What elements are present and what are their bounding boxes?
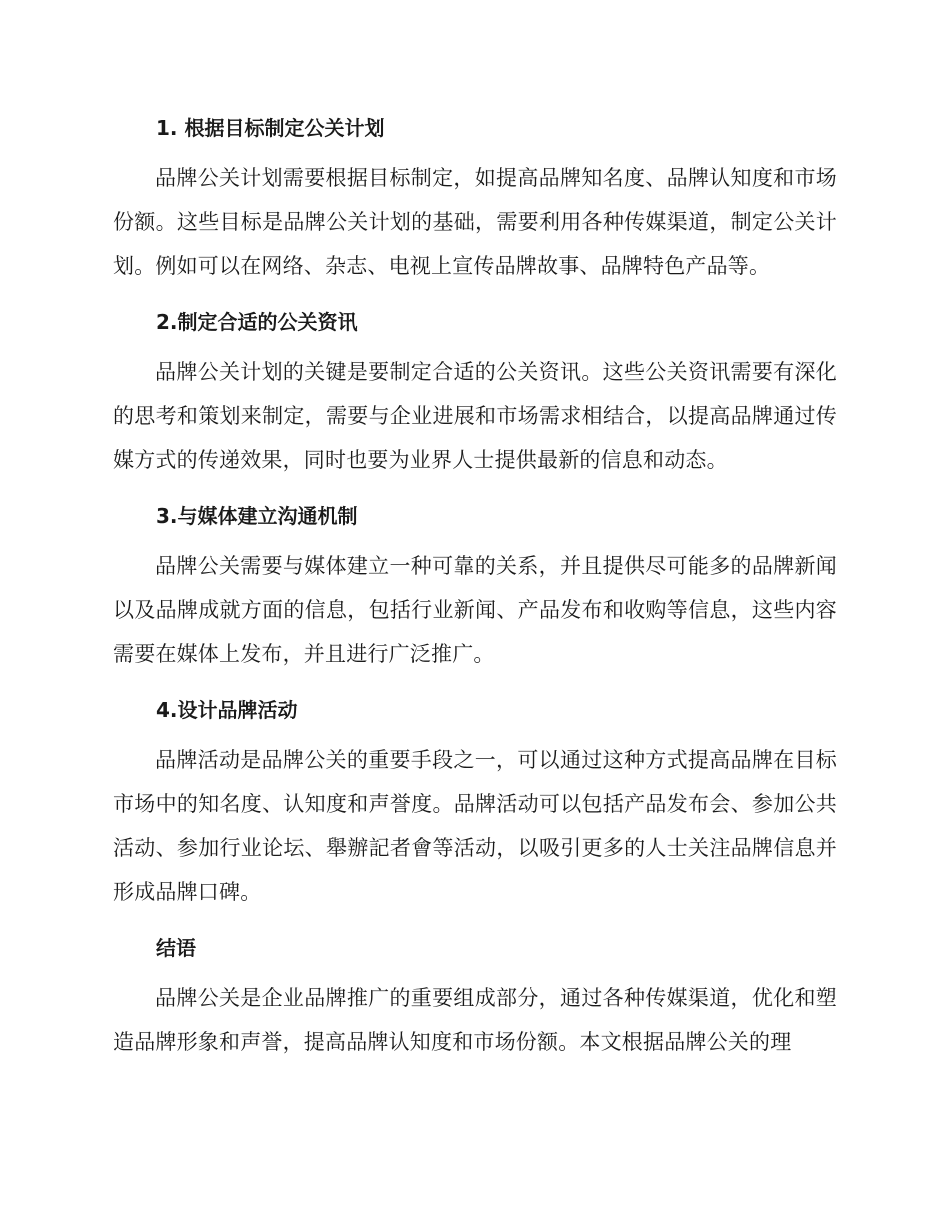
section-heading-conclusion: 结语	[156, 936, 196, 960]
section-heading-4: 4.设计品牌活动	[156, 698, 298, 722]
section-paragraph-3: 品牌公关需要与媒体建立一种可靠的关系，并且提供尽可能多的品牌新闻以及品牌成就方面的信息，包括行业新闻、产品发布和收购等信息，这些内容需要在媒体上发布，并且进行广泛推广。	[113, 554, 837, 666]
section-heading-1: 1. 根据目标制定公关计划	[156, 116, 385, 140]
section-paragraph-conclusion: 品牌公关是企业品牌推广的重要组成部分，通过各种传媒渠道，优化和塑造品牌形象和声誉，提高品牌认知度和市场份额。本文根据品牌公关的理	[113, 986, 837, 1054]
section-paragraph-1: 品牌公关计划需要根据目标制定，如提高品牌知名度、品牌认知度和市场份额。这些目标是品牌公关计划的基础，需要利用各种传媒渠道，制定公关计划。例如可以在网络、杂志、电视上宣传品牌故事、品牌特色产品等。	[113, 166, 837, 278]
section-paragraph-4: 品牌活动是品牌公关的重要手段之一，可以通过这种方式提高品牌在目标市场中的知名度、认知度和声誉度。品牌活动可以包括产品发布会、参加公共活动、参加行业论坛、舉辦記者會等活动，以吸引更多的人士关注品牌信息并形成品牌口碑。	[113, 748, 837, 904]
section-heading-2: 2.制定合适的公关资讯	[156, 310, 358, 334]
section-heading-3: 3.与媒体建立沟通机制	[156, 504, 358, 528]
document-page	[113, 108, 837, 1064]
section-paragraph-2: 品牌公关计划的关键是要制定合适的公关资讯。这些公关资讯需要有深化的思考和策划来制定，需要与企业进展和市场需求相结合，以提高品牌通过传媒方式的传递效果，同时也要为业界人士提供最新的信息和动态。	[113, 360, 837, 472]
